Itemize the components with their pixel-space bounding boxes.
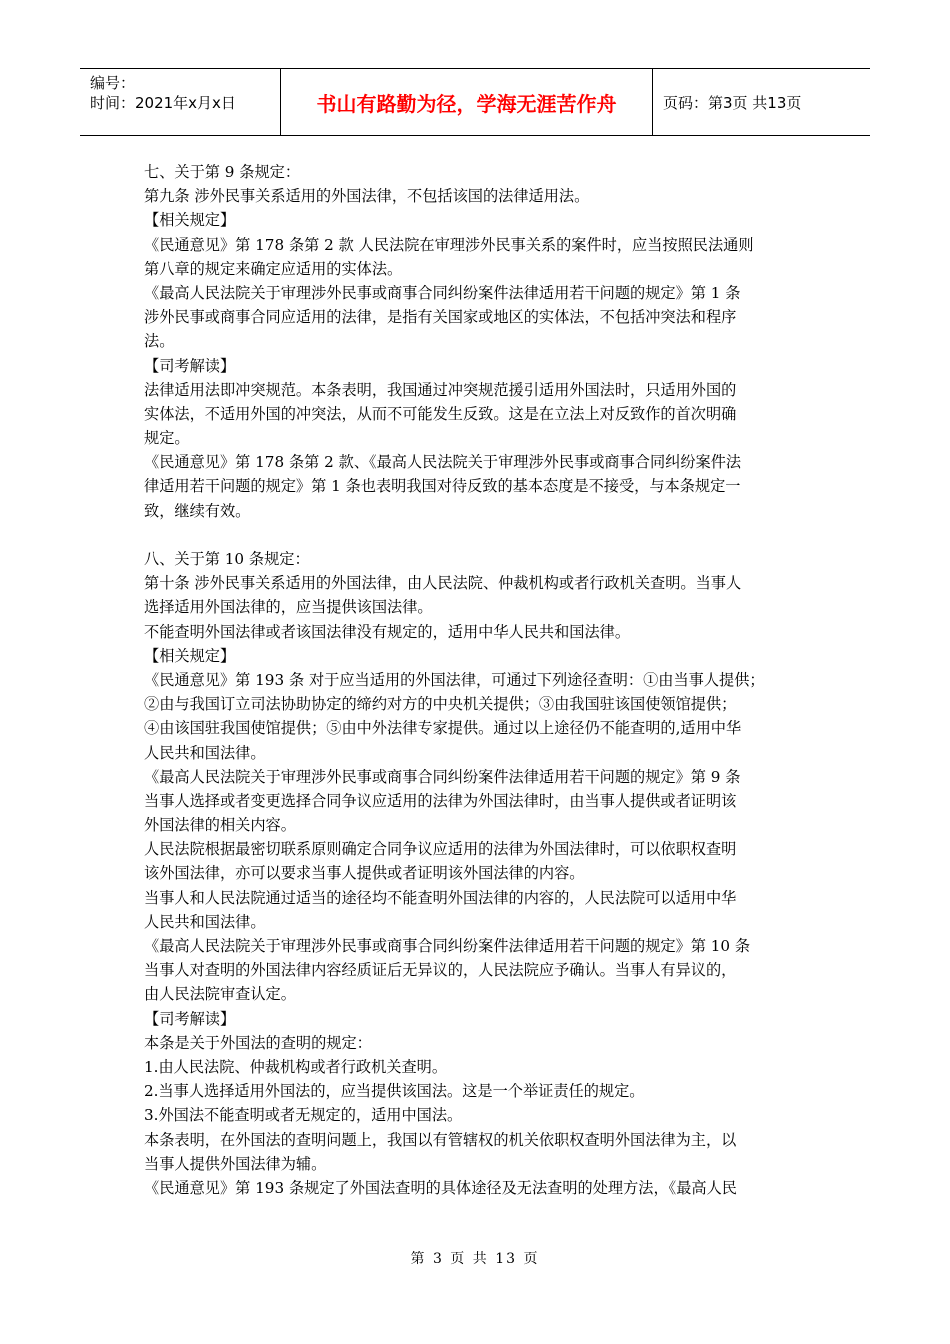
text-line: 本条是关于外国法的查明的规定： (144, 1033, 372, 1052)
text-line: 《民通意见》第 178 条第 2 款、《最高人民法院关于审理涉外民事或商事合同纠纷案件法 (144, 453, 742, 472)
text-line: 实体法，不适用外国的冲突法，从而不可能发生反致。这是在立法上对反致作的首次明确 (144, 404, 737, 423)
text-line: 致，继续有效。 (144, 501, 251, 520)
text-line: 八、关于第 10 条规定： (144, 550, 310, 568)
blank-line (144, 523, 810, 547)
page-header (80, 68, 870, 136)
text-line: 当事人对查明的外国法律内容经质证后无异议的，人民法院应予确认。当事人有异议的， (144, 961, 737, 980)
text-line: 法律适用法即冲突规范。本条表明，我国通过冲突规范援引适用外国法时，只适用外国的 (144, 380, 737, 399)
header-motto: 书山有路勤为径，学海无涯苦作舟 (281, 69, 653, 135)
header-meta (80, 69, 281, 135)
text-line: 当事人选择或者变更选择合同争议应适用的法律为外国法律时，由当事人提供或者证明该 (144, 791, 737, 810)
page-footer: 第 3 页 共 13 页 (410, 1251, 540, 1267)
text-line: 《民通意见》第 193 条 对于应当适用的外国法律，可通过下列途径查明：①由当事人提供； (144, 670, 765, 689)
text-line: 第九条 涉外民事关系适用的外国法律，不包括该国的法律适用法。 (144, 187, 590, 206)
text-line: 当事人提供外国法律为辅。 (144, 1154, 327, 1173)
text-line: 《民通意见》第 193 条规定了外国法查明的具体途径及无法查明的处理方法，《最高人民 (144, 1178, 737, 1197)
text-line: 2.当事人选择适用外国法的，应当提供该国法。这是一个举证责任的规定。 (144, 1082, 645, 1101)
text-line: 本条表明，在外国法的查明问题上，我国以有管辖权的机关依职权查明外国法律为主，以 (144, 1130, 737, 1149)
text-line: 律适用若干问题的规定》第 1 条也表明我国对待反致的基本态度是不接受，与本条规定一 (144, 477, 741, 496)
header-page-code: 页码：第3页 共13页 (663, 93, 802, 112)
text-line: 《最高人民法院关于审理涉外民事或商事合同纠纷案件法律适用若干问题的规定》第 10 条 (144, 937, 751, 955)
document-body (144, 160, 810, 1200)
text-line: 《最高人民法院关于审理涉外民事或商事合同纠纷案件法律适用若干问题的规定》第 1 条 (144, 283, 741, 302)
text-line: 第八章的规定来确定应适用的实体法。 (144, 259, 403, 278)
text-line: ②由与我国订立司法协助协定的缔约对方的中央机关提供；③由我国驻该国使领馆提供； (144, 695, 737, 714)
time-label: 时间：2021年x月x日 (90, 94, 236, 112)
text-line: 《最高人民法院关于审理涉外民事或商事合同纠纷案件法律适用若干问题的规定》第 9 条 (144, 767, 741, 786)
text-line: 1.由人民法院、仲裁机构或者行政机关查明。 (144, 1057, 448, 1076)
text-line: 涉外民事或商事合同应适用的法律，是指有关国家或地区的实体法，不包括冲突法和程序 (144, 308, 737, 327)
text-line: 人民共和国法律。 (144, 743, 266, 762)
text-line: 法。 (144, 332, 175, 351)
number-label: 编号： (90, 74, 136, 92)
text-line: 第十条 涉外民事关系适用的外国法律，由人民法院、仲裁机构或者行政机关查明。当事人 (144, 574, 742, 593)
text-line: 【相关规定】 (144, 646, 236, 665)
text-line: 当事人和人民法院通过适当的途径均不能查明外国法律的内容的，人民法院可以适用中华 (144, 888, 737, 907)
text-line: 选择适用外国法律的，应当提供该国法律。 (144, 598, 433, 617)
text-line: 该外国法律，亦可以要求当事人提供或者证明该外国法律的内容。 (144, 864, 585, 883)
text-line: 人民共和国法律。 (144, 912, 266, 931)
text-line: 3.外国法不能查明或者无规定的，适用中国法。 (144, 1106, 463, 1125)
text-line: 【相关规定】 (144, 211, 236, 230)
text-line: 《民通意见》第 178 条第 2 款 人民法院在审理涉外民事关系的案件时，应当按照民法通则 (144, 235, 754, 254)
text-line: 外国法律的相关内容。 (144, 816, 296, 835)
text-line: 【司考解读】 (144, 356, 236, 375)
text-line: 规定。 (144, 429, 190, 448)
text-line: 由人民法院审查认定。 (144, 985, 296, 1004)
text-line: ④由该国驻我国使馆提供；⑤由中外法律专家提供。通过以上途径仍不能查明的,适用中华 (144, 719, 742, 738)
text-line: 【司考解读】 (144, 1009, 236, 1028)
text-line: 七、关于第 9 条规定： (144, 163, 301, 181)
text-line: 人民法院根据最密切联系原则确定合同争议应适用的法律为外国法律时，可以依职权查明 (144, 840, 737, 859)
text-line: 不能查明外国法律或者该国法律没有规定的，适用中华人民共和国法律。 (144, 622, 630, 641)
